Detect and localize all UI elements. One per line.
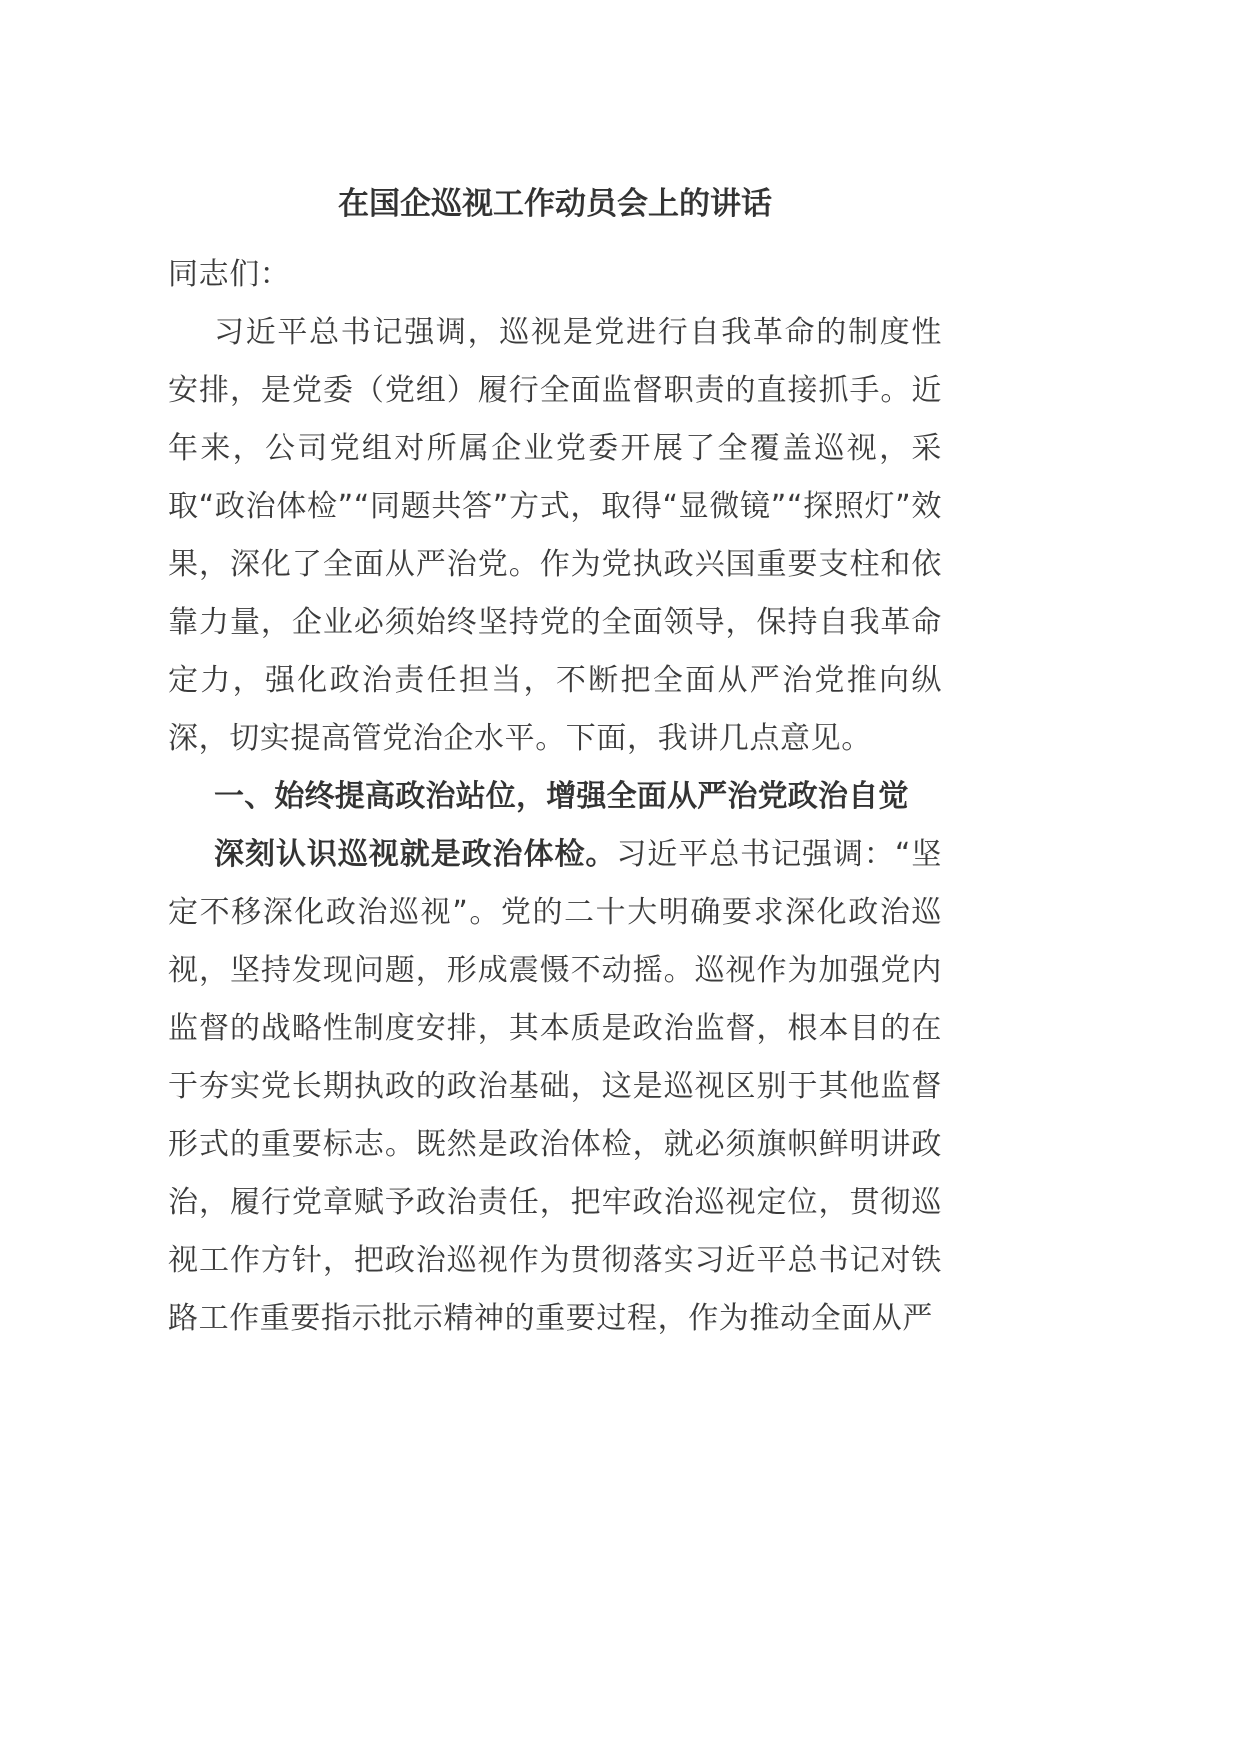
body-paragraph-intro: 习近平总书记强调，巡视是党进行自我革命的制度性安排，是党委（党组）履行全面监督职责的直接抓手。近年来，公司党组对所属企业党委开展了全覆盖巡视，采取“政治体检”“同题共答”方式，取得“显微镜”“探照灯”效果，深化了全面从严治党。作为党执政兴国重要支柱和依靠力量，企业必须始终坚持党的全面领导，保持自我革命定力，强化政治责任担当，不断把全面从严治党推向纵深，切实提高管党治企水平。下面，我讲几点意见。 xyxy=(168,315,942,756)
paragraph-lead-sentence: 深刻认识巡视就是政治体检。 xyxy=(214,837,617,872)
paragraph-body-text: 习近平总书记强调：“坚定不移深化政治巡视”。党的二十大明确要求深化政治巡视，坚持发现问题，形成震慑不动摇。巡视作为加强党内监督的战略性制度安排，其本质是政治监督，根本目的在于夯实党长期执政的政治基础，这是巡视区别于其他监督形式的重要标志。既然是政治体检，就必须旗帜鲜明讲政治，履行党章赋予政治责任，把牢政治巡视定位，贯彻巡视工作方针，把政治巡视作为贯彻落实习近平总书记对铁路工作重要指示批示精神的重要过程，作为推动全面从严 xyxy=(168,837,942,1336)
body-paragraph-political-checkup xyxy=(168,826,942,1348)
document-title: 在国企巡视工作动员会上的讲话 xyxy=(338,186,772,222)
document-page xyxy=(168,178,942,1348)
salutation: 同志们： xyxy=(168,257,291,292)
section-heading-1: 一、始终提高政治站位，增强全面从严治党政治自觉 xyxy=(214,779,909,814)
